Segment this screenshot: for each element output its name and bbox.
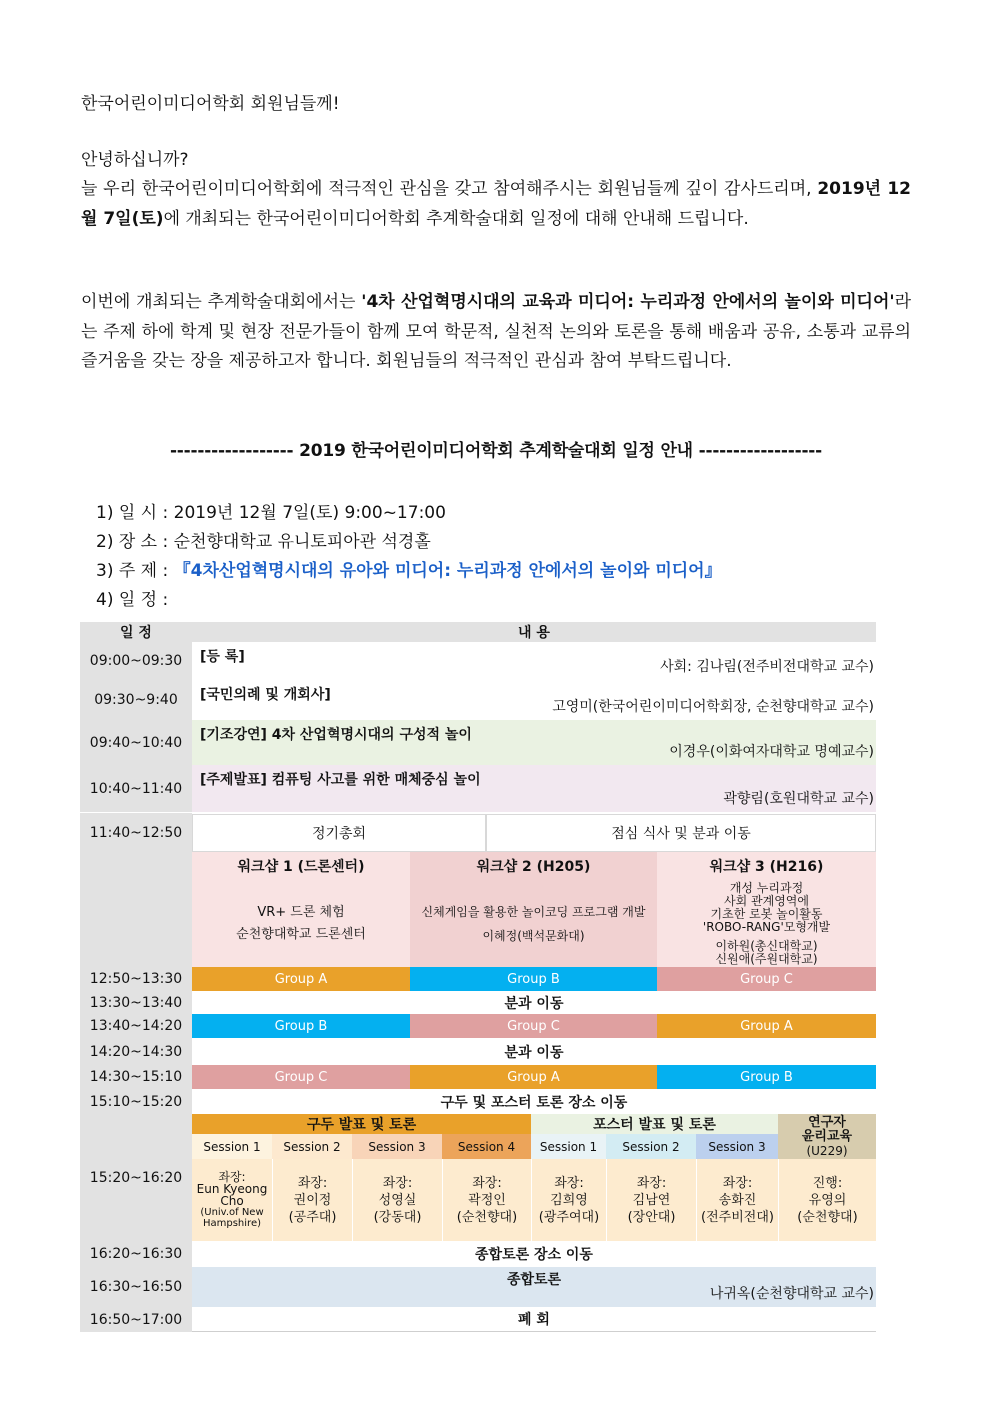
group-cell: Group C [410,1014,657,1038]
time-cell: 12:50~13:30 [80,967,192,991]
oral-title: 구두 발표 및 토론 [192,1114,531,1134]
event-date: 2019년 12월 7일(토) [81,179,911,229]
time-cell: 14:20~14:30 [80,1038,192,1065]
oral-session-3: Session 3 [352,1134,442,1159]
info-topic: 3) 주 제 : 『4차산업혁명시대의 유아와 미디어: 누리과정 안에서의 놀이와 미디어』 [96,561,722,581]
chair-cell: 좌장: 김남연 (장안대) [606,1159,696,1241]
poster-title: 포스터 발표 및 토론 [531,1114,778,1134]
greeting: 한국어린이미디어학회 회원님들께! [81,94,340,114]
ethics-host-cell: 진행: 유영의 (순천향대) [778,1159,876,1241]
schedule-table [80,622,876,1332]
section-title: ------------------ 2019 한국어린이미디어학회 추계학술대회 일정 안내 ------------------ [169,441,823,461]
general-discussion-row: 종합토론 나귀옥(순천향대학교 교수) [192,1267,876,1307]
move-row: 구두 및 포스터 토론 장소 이동 [192,1089,876,1114]
move-row: 분과 이동 [192,1038,876,1065]
time-cell: 14:30~15:10 [80,1065,192,1089]
time-cell: 11:40~12:50 [80,812,192,852]
workshop-3-title: 워크샵 3 (H216) [657,852,876,880]
time-cell: 13:40~14:20 [80,1014,192,1038]
time-cell: 16:50~17:00 [80,1307,192,1332]
time-cell: 10:40~11:40 [80,765,192,812]
chair-cell: 좌장: Eun Kyeong Cho (Univ.of New Hampshire) [192,1159,272,1241]
poster-session-3: Session 3 [696,1134,778,1159]
workshop-2-title: 워크샵 2 (H205) [410,852,657,880]
workshop-1-title: 워크샵 1 (드론센터) [192,852,410,880]
workshop-1-detail: VR+ 드론 체험 순천향대학교 드론센터 [192,880,410,967]
group-cell: Group B [410,967,657,991]
oral-session-1: Session 1 [192,1134,272,1159]
group-cell: Group A [657,1014,876,1038]
chair-cell: 좌장: 성영실 (강동대) [352,1159,442,1241]
chair-cell: 좌장: 김희영 (광주여대) [531,1159,606,1241]
workshop-2-detail: 신체게임을 활용한 놀이코딩 프로그램 개발 이혜정(백석문화대) [410,880,657,967]
keynote-row: [기조강연] 4차 산업혁명시대의 구성적 놀이 이경우(이화여자대학교 명예교수) [192,720,876,765]
info-datetime: 1) 일 시 : 2019년 12월 7일(토) 9:00~17:00 [96,503,446,523]
presentation-row: [주제발표] 컴퓨팅 사고를 위한 매체중심 놀이 곽향림(호원대학교 교수) [192,765,876,812]
intro-hello: 안녕하십니까? [81,150,189,170]
time-cell: 09:30~9:40 [80,680,192,720]
time-cell: 15:10~15:20 [80,1089,192,1114]
oral-session-4: Session 4 [442,1134,531,1159]
time-cell: 16:20~16:30 [80,1241,192,1267]
group-cell: Group B [657,1065,876,1089]
opening-row: [국민의례 및 개회사] 고영미(한국어린이미디어학회장, 순천향대학교 교수) [192,680,876,720]
group-cell: Group A [192,967,410,991]
registration-row: [등 록] 사회: 김나림(전주비전대학교 교수) [192,642,876,680]
closing-row: 폐 회 [192,1307,876,1332]
time-cell: 09:00~09:30 [80,642,192,680]
move-row: 분과 이동 [192,991,876,1014]
poster-session-2: Session 2 [606,1134,696,1159]
workshop-3-detail: 개성 누리과정 사회 관계영역에 기초한 로봇 놀이활동 'ROBO-RANG'모형개발 이하원(총신대학교) 신원애(주원대학교) [657,880,876,967]
info-place: 2) 장 소 : 순천향대학교 유니토피아관 석경홀 [96,532,431,552]
oral-session-2: Session 2 [272,1134,352,1159]
group-cell: Group C [657,967,876,991]
intro-paragraph-1: 늘 우리 한국어린이미디어학회에 적극적인 관심을 갖고 참여해주시는 회원님들께 깊이 감사드리며, 2019년 12월 7일(토)에 개최되는 한국어린이미디어학회 추계학술대회 일정에 대해 안내해 드립니다. [81,179,911,229]
intro-paragraph-2: 이번에 개최되는 추계학술대회에서는 '4차 산업혁명시대의 교육과 미디어: 누리과정 안에서의 놀이와 미디어'라는 주제 하에 학계 및 현장 전문가들이 함께 모여 학문적, 실천적 논의와 토론을 통해 배움과 공유, 소통과 교류의 즐거움을 갖는 장을 제공하고자 합니다. 회원님들의 적극적인 관심과 참여 부탁드립니다. [81,292,912,371]
poster-session-1: Session 1 [531,1134,606,1159]
chair-cell: 좌장: 권이정 (공주대) [272,1159,352,1241]
time-cell: 13:30~13:40 [80,991,192,1014]
group-cell: Group A [410,1065,657,1089]
conference-theme: '4차 산업혁명시대의 교육과 미디어: 누리과정 안에서의 놀이와 미디어' [361,292,895,312]
move-row: 종합토론 장소 이동 [192,1241,876,1267]
ethics-title: 연구자 윤리교육 (U229) [778,1114,876,1159]
chair-cell: 좌장: 송화진 (전주비전대) [696,1159,778,1241]
lunch-move: 점심 식사 및 분과 이동 [486,814,876,852]
group-cell: Group C [192,1065,410,1089]
header-time: 일 정 [80,622,192,642]
time-cell: 09:40~10:40 [80,720,192,765]
time-cell: 15:20~16:20 [80,1114,192,1241]
info-schedule-label: 4) 일 정 : [96,590,169,610]
time-cell: 16:30~16:50 [80,1267,192,1307]
group-cell: Group B [192,1014,410,1038]
general-meeting: 정기총회 [192,814,486,852]
chair-cell: 좌장: 곽정인 (순천향대) [442,1159,531,1241]
header-content: 내 용 [192,622,876,642]
